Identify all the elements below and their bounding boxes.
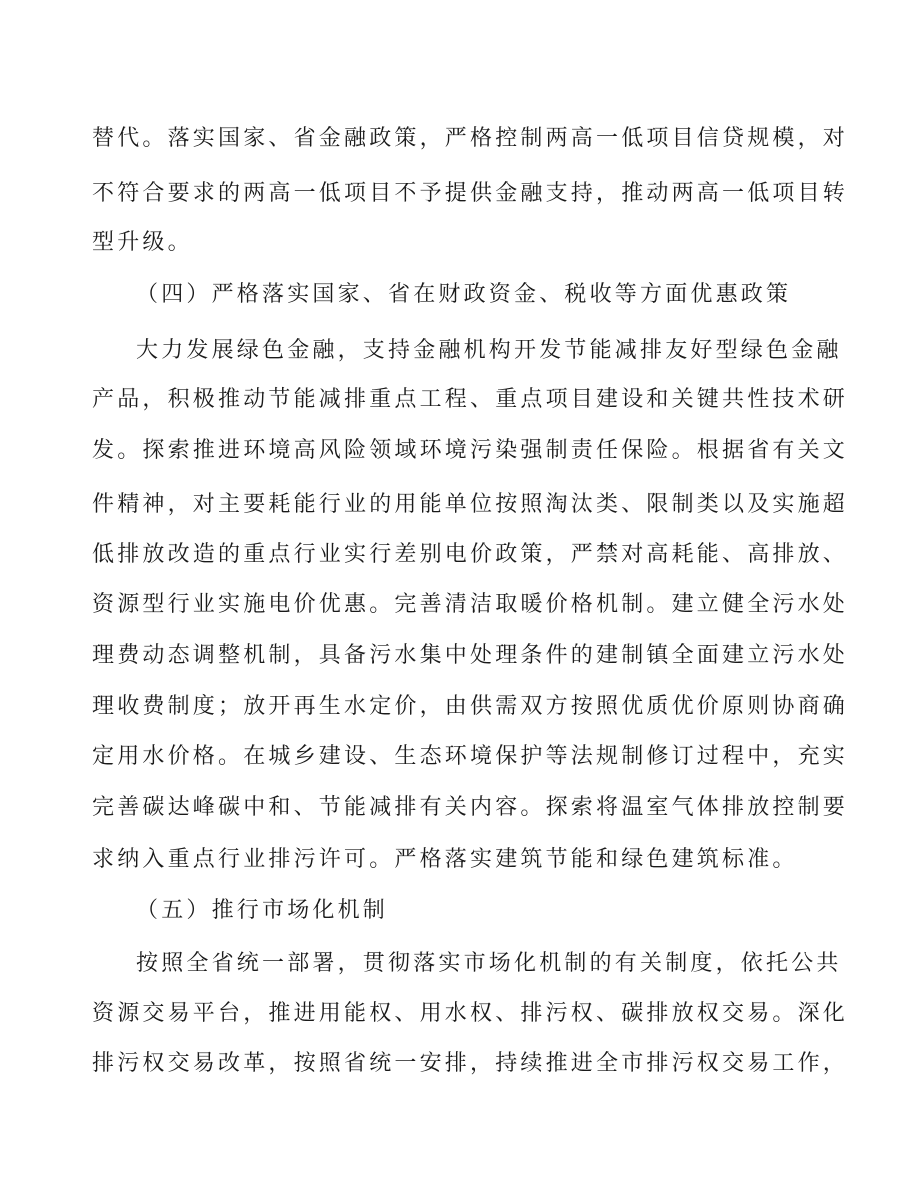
paragraph-line: 发。探索推进环境高风险领域环境污染强制责任保险。根据省有关文 bbox=[92, 438, 849, 463]
paragraph-line: 资源交易平台，推进用能权、用水权、排污权、碳排放权交易。深化 bbox=[92, 1001, 849, 1026]
paragraph-line: 大力发展绿色金融，支持金融机构开发节能减排友好型绿色金融 bbox=[136, 338, 842, 363]
paragraph-line: 求纳入重点行业排污许可。严格落实建筑节能和绿色建筑标准。 bbox=[92, 847, 798, 872]
paragraph-line: 产品，积极推动节能减排重点工程、重点项目建设和关键共性技术研 bbox=[92, 387, 849, 412]
paragraph-line: 件精神，对主要耗能行业的用能单位按照淘汰类、限制类以及实施超 bbox=[92, 492, 849, 517]
section-heading: （五）推行市场化机制 bbox=[136, 898, 389, 923]
paragraph-line: 理费动态调整机制，具备污水集中处理条件的建制镇全面建立污水处 bbox=[92, 643, 849, 668]
paragraph-line: 完善碳达峰碳中和、节能减排有关内容。探索将温室气体排放控制要 bbox=[92, 795, 849, 820]
paragraph-line: 型升级。 bbox=[92, 230, 193, 255]
paragraph-line: 资源型行业实施电价优惠。完善清洁取暖价格机制。建立健全污水处 bbox=[92, 592, 849, 617]
paragraph-line: 定用水价格。在城乡建设、生态环境保护等法规制修订过程中，充实 bbox=[92, 744, 849, 769]
paragraph-line: 排污权交易改革，按照省统一安排，持续推进全市排污权交易工作， bbox=[92, 1051, 849, 1076]
section-heading: （四）严格落实国家、省在财政资金、税收等方面优惠政策 bbox=[136, 282, 792, 307]
paragraph-line: 按照全省统一部署，贯彻落实市场化机制的有关制度，依托公共 bbox=[136, 951, 842, 976]
paragraph-line: 低排放改造的重点行业实行差别电价政策，严禁对高耗能、高排放、 bbox=[92, 542, 849, 567]
paragraph-line: 替代。落实国家、省金融政策，严格控制两高一低项目信贷规模，对 bbox=[92, 126, 849, 151]
paragraph-line: 理收费制度；放开再生水定价，由供需双方按照优质优价原则协商确 bbox=[92, 694, 849, 719]
paragraph-line: 不符合要求的两高一低项目不予提供金融支持，推动两高一低项目转 bbox=[92, 181, 849, 206]
